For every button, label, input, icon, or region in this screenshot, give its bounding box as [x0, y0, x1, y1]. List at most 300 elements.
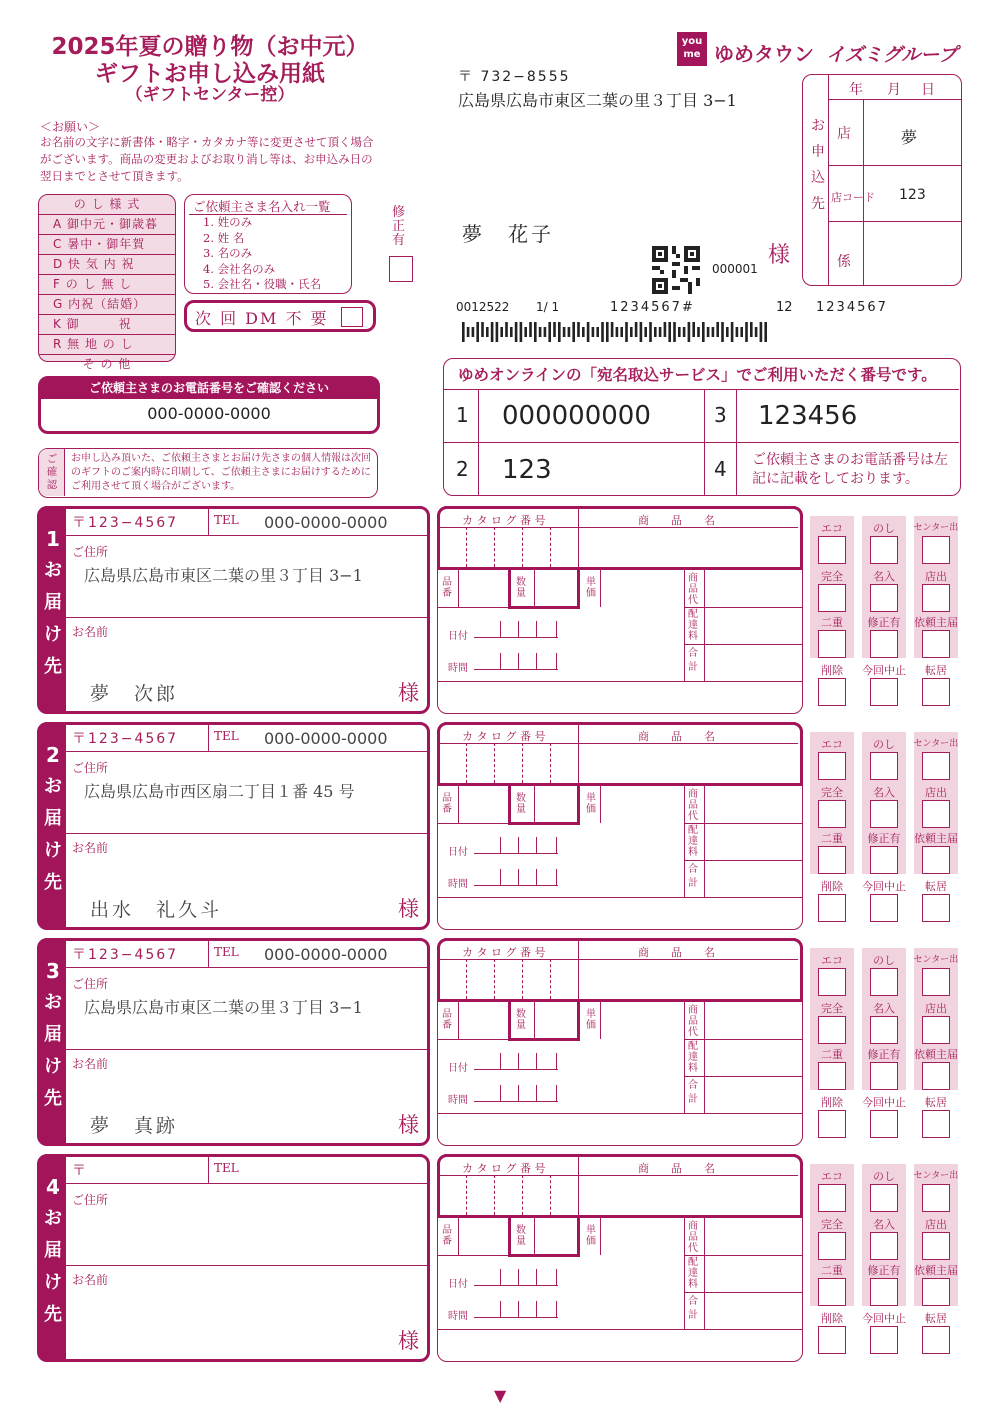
delivery-date-label: 日付 — [448, 1063, 468, 1074]
barcode-bar — [750, 322, 753, 337]
barcode-bar — [611, 322, 614, 337]
delivery-time-label: 時間 — [448, 1095, 468, 1106]
recipient-side-label: 3 お 届 け 先 — [40, 941, 66, 1143]
barcode-bar — [668, 322, 671, 342]
barcode-bar — [491, 322, 494, 342]
option-checkbox[interactable] — [922, 894, 950, 922]
store-code-value: 123 — [899, 187, 926, 203]
recipient-address[interactable]: 広島県広島市東区二葉の里３丁目 3−1 — [84, 566, 363, 585]
option-checkbox[interactable] — [818, 752, 846, 780]
barcode-bar — [462, 322, 465, 342]
catalog-number-label: カ タ ロ グ 番 号 — [462, 730, 546, 743]
barcode-bar — [486, 327, 489, 337]
delivery-time-label: 時間 — [448, 663, 468, 674]
recipient-name-label: お名前 — [72, 625, 109, 639]
option-checkbox[interactable] — [818, 968, 846, 996]
next-dm-box — [184, 300, 376, 332]
barcode-bar — [731, 322, 734, 342]
order-item-card — [437, 938, 803, 1146]
total-label: 合計 — [688, 648, 698, 673]
option-checkbox-label: 店出 — [925, 1218, 947, 1231]
barcode-bar — [760, 322, 763, 342]
barcode-bar — [692, 322, 695, 337]
product-fee-label: 商品代 — [688, 1005, 698, 1038]
recipient-honorific: 様 — [398, 681, 419, 705]
barcode-bar — [572, 322, 575, 342]
option-checkbox[interactable] — [922, 630, 950, 658]
notice-body: お名前の文字に新書体・略字・カタカナ等に変更させて頂く場合がございます。商品の変更およびお取り消し等は、お申込み日の翌日までとさせて頂きます。 — [40, 135, 374, 183]
option-checkbox[interactable] — [870, 968, 898, 996]
recipient-address-card — [37, 938, 430, 1146]
order-item-card — [437, 506, 803, 714]
product-fee-label: 商品代 — [688, 1221, 698, 1254]
noshi-style-list — [38, 194, 176, 371]
barcode-bar — [644, 327, 647, 337]
service-value-3: 123456 — [758, 401, 858, 431]
barcode-bar — [721, 322, 724, 342]
recipient-honorific: 様 — [398, 1113, 419, 1137]
recipient-tel-label: TEL — [214, 1161, 239, 1175]
recipient-number: 1 — [46, 527, 60, 551]
total-label: 合計 — [688, 864, 698, 889]
option-checkbox-label: 削除 — [821, 880, 843, 893]
option-checkbox-label: 今回中止 — [862, 880, 906, 893]
store-box-side-label: お 申 込 先 — [811, 118, 825, 212]
option-checkbox[interactable] — [818, 894, 846, 922]
option-checkbox[interactable] — [818, 1016, 846, 1044]
recipient-name-label: お名前 — [72, 841, 109, 855]
recipient-tel[interactable]: 000-0000-0000 — [264, 945, 388, 964]
order-item-card — [437, 1154, 803, 1362]
brand-logo-badge: you me — [677, 32, 707, 66]
form-subtitle: ギフトお申し込み用紙 — [95, 61, 325, 87]
store-label: 店 — [837, 126, 851, 142]
recipient-address-label: ご住所 — [72, 545, 109, 559]
barcode-bar — [659, 327, 662, 337]
barcode-bar — [476, 322, 479, 342]
noshi-item: そ の 他 — [82, 357, 132, 371]
barcode-bar — [649, 322, 652, 342]
barcode-text-3: 1234567# — [610, 300, 695, 315]
option-checkbox[interactable] — [870, 846, 898, 874]
option-checkbox-label: 二重 — [821, 1264, 843, 1277]
confirm-note — [38, 448, 378, 498]
recipient-number: 2 — [46, 743, 60, 767]
delivery-date-label: 日付 — [448, 1279, 468, 1290]
confirm-note-label: ご確認 — [46, 453, 58, 491]
product-name-label: 商 品 名 — [638, 514, 715, 527]
date-label-day: 日 — [921, 82, 935, 98]
option-checkbox[interactable] — [922, 1278, 950, 1306]
barcode-text-5: 1234567 — [816, 300, 888, 315]
option-checkbox[interactable] — [922, 678, 950, 706]
product-name-label: 商 品 名 — [638, 730, 715, 743]
option-checkbox[interactable] — [870, 752, 898, 780]
barcode-bar — [505, 322, 508, 337]
option-checkbox-label: 修正有 — [867, 1048, 901, 1061]
next-dm-checkbox[interactable] — [341, 307, 363, 327]
hinban-label: 品番 — [442, 1225, 452, 1247]
hinban-label: 品番 — [442, 1009, 452, 1031]
option-checkbox-label: 二重 — [821, 832, 843, 845]
option-checkbox[interactable] — [818, 678, 846, 706]
option-checkbox[interactable] — [922, 846, 950, 874]
option-checkbox[interactable] — [870, 1232, 898, 1260]
recipient-postal: 〒123−4567 — [72, 731, 179, 747]
recipient-tel-label: TEL — [214, 945, 239, 959]
option-checkbox-label: 今回中止 — [862, 1096, 906, 1109]
recipient-block — [0, 1154, 1000, 1366]
barcode-bar — [736, 327, 739, 337]
correction-checkbox[interactable] — [389, 256, 413, 282]
unit-price-label: 単価 — [586, 1009, 596, 1031]
recipient-address-card — [37, 1154, 430, 1362]
barcode-bar — [481, 322, 484, 337]
barcode-bar — [472, 327, 475, 337]
recipient-address-label: ご住所 — [72, 761, 109, 775]
option-checkbox[interactable] — [818, 846, 846, 874]
barcode-bar — [755, 327, 758, 337]
hinban-label: 品番 — [442, 793, 452, 815]
option-checkbox[interactable] — [818, 1278, 846, 1306]
barcode-bar — [548, 322, 551, 342]
barcode-bar — [587, 322, 590, 342]
option-checkbox-label: のし — [873, 522, 895, 535]
option-checkbox[interactable] — [818, 584, 846, 612]
barcode-bar — [553, 322, 556, 337]
option-checkbox[interactable] — [818, 800, 846, 828]
option-checkbox[interactable] — [870, 630, 898, 658]
address-import-service-box — [443, 358, 961, 496]
option-checkbox[interactable] — [818, 1184, 846, 1212]
option-checkbox[interactable] — [870, 1016, 898, 1044]
delivery-fee-label: 配達料 — [688, 1041, 698, 1074]
option-checkbox[interactable] — [818, 536, 846, 564]
recipient-postal: 〒 — [72, 1163, 88, 1179]
date-label-year: 年 — [849, 82, 863, 98]
recipient-block — [0, 722, 1000, 934]
option-checkbox[interactable] — [922, 1232, 950, 1260]
option-checkbox[interactable] — [870, 800, 898, 828]
brand-name: ゆめタウン — [714, 42, 814, 66]
quantity-label: 数量 — [516, 1225, 526, 1247]
noshi-item: A 御中元・御歳暮 — [39, 215, 175, 235]
quantity-label: 数量 — [516, 793, 526, 815]
delivery-date-label: 日付 — [448, 847, 468, 858]
service-number-2: 2 — [456, 457, 469, 481]
barcode-text-2: 1/ 1 — [536, 300, 560, 314]
recipient-side-label: 4 お 届 け 先 — [40, 1157, 66, 1359]
option-checkbox[interactable] — [870, 894, 898, 922]
postal-barcode — [462, 322, 772, 342]
service-number-1: 1 — [456, 403, 469, 427]
option-checkbox[interactable] — [870, 1062, 898, 1090]
barcode-bar — [635, 322, 638, 337]
phone-confirm-header: ご依頼主さまのお電話番号をご確認ください — [41, 379, 377, 399]
store-value: 夢 — [901, 128, 918, 147]
option-checkbox-label: 依頼主届 — [914, 1048, 958, 1061]
noshi-item: G 内祝（結婚） — [39, 295, 175, 315]
option-checkbox[interactable] — [922, 1110, 950, 1138]
option-checkbox-label: 転居 — [925, 1312, 947, 1325]
option-checkbox-label: 完全 — [821, 1002, 843, 1015]
option-checkbox-label: 二重 — [821, 616, 843, 629]
option-checkbox[interactable] — [922, 1184, 950, 1212]
option-checkbox[interactable] — [922, 968, 950, 996]
service-number-4: 4 — [714, 457, 727, 481]
barcode-bar — [510, 327, 513, 337]
barcode-bar — [740, 327, 743, 337]
option-checkbox[interactable] — [922, 584, 950, 612]
recipient-address[interactable]: 広島県広島市西区扇二丁目１番 45 号 — [84, 782, 355, 801]
barcode-bar — [616, 327, 619, 337]
recipient-postal: 〒123−4567 — [72, 947, 179, 963]
noshi-item: R 無 地 の し — [39, 335, 175, 355]
barcode-bar — [688, 322, 691, 342]
option-checkbox-label: センター出 — [913, 523, 959, 533]
barcode-bar — [496, 322, 499, 342]
recipient-address[interactable]: 広島県広島市東区二葉の里３丁目 3−1 — [84, 998, 363, 1017]
product-name-label: 商 品 名 — [638, 946, 715, 959]
recipient-tel[interactable]: 000-0000-0000 — [264, 513, 388, 532]
barcode-bar — [707, 327, 710, 337]
recipient-block — [0, 506, 1000, 718]
option-checkbox-label: エコ — [821, 522, 843, 535]
delivery-fee-label: 配達料 — [688, 609, 698, 642]
name-list-items: 1. 姓のみ 2. 姓 名 3. 名のみ 4. 会社名のみ 5. 会社名・役職・氏名 — [203, 215, 322, 291]
option-checkbox-label: センター出 — [913, 955, 959, 965]
recipient-honorific: 様 — [398, 897, 419, 921]
option-checkbox-label: 修正有 — [867, 616, 901, 629]
noshi-title: の し 様 式 — [39, 195, 175, 215]
sender-address: 広島県広島市東区二葉の里３丁目 3−1 — [458, 91, 737, 110]
barcode-bar — [558, 322, 561, 342]
qr-code-icon — [652, 246, 700, 294]
delivery-date-label: 日付 — [448, 631, 468, 642]
barcode-bar — [745, 322, 748, 342]
barcode-bar — [520, 322, 523, 342]
sender-honorific: 様 — [768, 243, 791, 268]
barcode-bar — [544, 327, 547, 337]
quantity-label: 数量 — [516, 577, 526, 599]
date-label-month: 月 — [887, 82, 901, 98]
option-checkbox[interactable] — [922, 1326, 950, 1354]
store-box — [802, 74, 962, 286]
option-checkbox-label: 今回中止 — [862, 1312, 906, 1325]
form-copy-label: （ギフトセンター控） — [125, 85, 295, 105]
option-checkbox-label: 今回中止 — [862, 664, 906, 677]
option-checkbox-label: 店出 — [925, 570, 947, 583]
next-dm-label: 次 回 DM 不 要 — [195, 309, 329, 328]
product-name-label: 商 品 名 — [638, 1162, 715, 1175]
option-checkbox-label: センター出 — [913, 1171, 959, 1181]
option-checkbox-label: 依頼主届 — [914, 832, 958, 845]
option-checkbox-label: 削除 — [821, 1312, 843, 1325]
option-checkbox[interactable] — [870, 1110, 898, 1138]
noshi-item: K 御 祝 — [39, 315, 175, 335]
recipient-number: 4 — [46, 1175, 60, 1199]
recipient-number: 3 — [46, 959, 60, 983]
option-checkbox[interactable] — [922, 1016, 950, 1044]
down-arrow-icon: ▼ — [494, 1386, 507, 1405]
product-fee-label: 商品代 — [688, 573, 698, 606]
barcode-bar — [563, 327, 566, 337]
option-checkbox-label: 名入 — [873, 786, 895, 799]
option-checkbox[interactable] — [818, 1326, 846, 1354]
recipient-address-label: ご住所 — [72, 977, 109, 991]
barcode-text-4: 12 — [776, 300, 793, 315]
option-checkbox-label: 依頼主届 — [914, 616, 958, 629]
delivery-fee-label: 配達料 — [688, 825, 698, 858]
service-header: ゆめオンラインの「宛名取込サービス」でご利用いただく番号です。 — [458, 366, 937, 384]
noshi-item: D 快 気 内 祝 — [39, 255, 175, 275]
option-checkbox-label: 削除 — [821, 664, 843, 677]
barcode-bar — [702, 322, 705, 342]
option-checkbox[interactable] — [870, 1326, 898, 1354]
barcode-bar — [697, 327, 700, 337]
option-checkbox[interactable] — [818, 630, 846, 658]
recipient-tel-label: TEL — [214, 729, 239, 743]
option-checkbox[interactable] — [922, 800, 950, 828]
option-checkbox-label: 名入 — [873, 1002, 895, 1015]
staff-label: 係 — [837, 254, 851, 270]
option-checkbox[interactable] — [818, 1062, 846, 1090]
delivery-time-label: 時間 — [448, 1311, 468, 1322]
barcode-bar — [592, 327, 595, 337]
option-checkbox-label: 完全 — [821, 1218, 843, 1231]
recipient-name-label: お名前 — [72, 1057, 109, 1071]
recipient-postal: 〒123−4567 — [72, 515, 179, 531]
delivery-fee-label: 配達料 — [688, 1257, 698, 1290]
barcode-bar — [529, 322, 532, 337]
barcode-bar — [596, 327, 599, 337]
barcode-bar — [678, 327, 681, 337]
option-checkbox-label: 店出 — [925, 1002, 947, 1015]
option-checkbox-label: 依頼主届 — [914, 1264, 958, 1277]
option-checkbox-label: 名入 — [873, 1218, 895, 1231]
option-checkbox[interactable] — [922, 536, 950, 564]
option-checkbox[interactable] — [870, 584, 898, 612]
recipient-tel[interactable]: 000-0000-0000 — [264, 729, 388, 748]
name-entry-list — [184, 194, 352, 294]
noshi-item: F の し 無 し — [39, 275, 175, 295]
recipient-side-label: 2 お 届 け 先 — [40, 725, 66, 927]
unit-price-label: 単価 — [586, 577, 596, 599]
option-checkbox-label: エコ — [821, 738, 843, 751]
option-checkbox-label: のし — [873, 1170, 895, 1183]
option-checkbox-label: 転居 — [925, 664, 947, 677]
barcode-bar — [577, 322, 580, 337]
option-checkbox[interactable] — [922, 1062, 950, 1090]
barcode-bar — [539, 327, 542, 337]
barcode-bar — [515, 322, 518, 342]
hinban-label: 品番 — [442, 577, 452, 599]
barcode-bar — [524, 327, 527, 337]
barcode-bar — [568, 327, 571, 337]
phone-confirm-value: 000-0000-0000 — [147, 404, 271, 423]
correction-label: 修正有 — [392, 205, 406, 248]
service-value-1: 000000000 — [502, 401, 651, 431]
recipient-address-label: ご住所 — [72, 1193, 109, 1207]
recipient-honorific: 様 — [398, 1329, 419, 1353]
option-checkbox-label: エコ — [821, 954, 843, 967]
sender-postal: 〒 732−8555 — [458, 69, 571, 85]
barcode-bar — [500, 327, 503, 337]
option-checkbox[interactable] — [922, 752, 950, 780]
barcode-bar — [640, 322, 643, 342]
option-checkbox-label: 名入 — [873, 570, 895, 583]
option-checkbox-label: 修正有 — [867, 832, 901, 845]
delivery-time-label: 時間 — [448, 879, 468, 890]
recipient-tel-label: TEL — [214, 513, 239, 527]
barcode-bar — [625, 322, 628, 342]
option-checkbox-label: 完全 — [821, 786, 843, 799]
service-value-2: 123 — [502, 455, 552, 485]
service-value-4: ご依頼主さまのお電話番号は左記に記載をしております。 — [752, 452, 948, 487]
option-checkbox-label: のし — [873, 954, 895, 967]
barcode-bar — [630, 327, 633, 337]
recipient-side-label: 1 お 届 け 先 — [40, 509, 66, 711]
catalog-number-label: カ タ ロ グ 番 号 — [462, 946, 546, 959]
product-fee-label: 商品代 — [688, 789, 698, 822]
barcode-bar — [534, 322, 537, 342]
barcode-bar — [683, 327, 686, 337]
option-checkbox-label: 完全 — [821, 570, 843, 583]
option-checkbox-label: エコ — [821, 1170, 843, 1183]
notice-heading: ＜お願い＞ — [40, 120, 101, 134]
order-item-card — [437, 722, 803, 930]
option-checkbox[interactable] — [870, 1184, 898, 1212]
barcode-bar — [673, 322, 676, 342]
total-label: 合計 — [688, 1080, 698, 1105]
barcode-bar — [764, 322, 767, 342]
recipient-name[interactable]: 夢 次郎 — [90, 683, 179, 705]
recipient-name-label: お名前 — [72, 1273, 109, 1287]
option-checkbox-label: 削除 — [821, 1096, 843, 1109]
option-checkbox-label: 店出 — [925, 786, 947, 799]
recipient-address-card — [37, 722, 430, 930]
quantity-label: 数量 — [516, 1009, 526, 1031]
recipient-block — [0, 938, 1000, 1150]
option-checkbox[interactable] — [870, 1278, 898, 1306]
recipient-name[interactable]: 出水 礼久斗 — [90, 899, 223, 921]
unit-price-label: 単価 — [586, 793, 596, 815]
option-checkbox[interactable] — [818, 1110, 846, 1138]
name-list-title: ご依頼主さま名入れ一覧 — [193, 199, 331, 214]
option-checkbox[interactable] — [870, 678, 898, 706]
recipient-address-card — [37, 506, 430, 714]
total-label: 合計 — [688, 1296, 698, 1321]
phone-confirm-box — [38, 376, 380, 434]
barcode-bar — [467, 327, 470, 337]
catalog-number-label: カ タ ロ グ 番 号 — [462, 1162, 546, 1175]
barcode-bar — [606, 322, 609, 342]
barcode-text-1: 0012522 — [456, 300, 510, 314]
barcode-bar — [620, 327, 623, 337]
option-checkbox[interactable] — [818, 1232, 846, 1260]
sender-code: 000001 — [712, 262, 758, 276]
barcode-bar — [654, 327, 657, 337]
barcode-bar — [664, 322, 667, 337]
noshi-item: C 暑中・御年賀 — [39, 235, 175, 255]
option-checkbox[interactable] — [870, 536, 898, 564]
confirm-note-text: お申し込み頂いた、ご依頼主さまとお届け先さまの個人情報は次回のギフトのご案内時に印刷して、ご依頼主さまにお届けするためにご利用させて頂く場合がございます。 — [71, 453, 371, 492]
option-checkbox-label: 二重 — [821, 1048, 843, 1061]
recipient-name[interactable]: 夢 真跡 — [90, 1115, 179, 1137]
option-checkbox-label: のし — [873, 738, 895, 751]
brand-group: イズミグループ — [826, 44, 958, 66]
option-checkbox-label: 転居 — [925, 1096, 947, 1109]
